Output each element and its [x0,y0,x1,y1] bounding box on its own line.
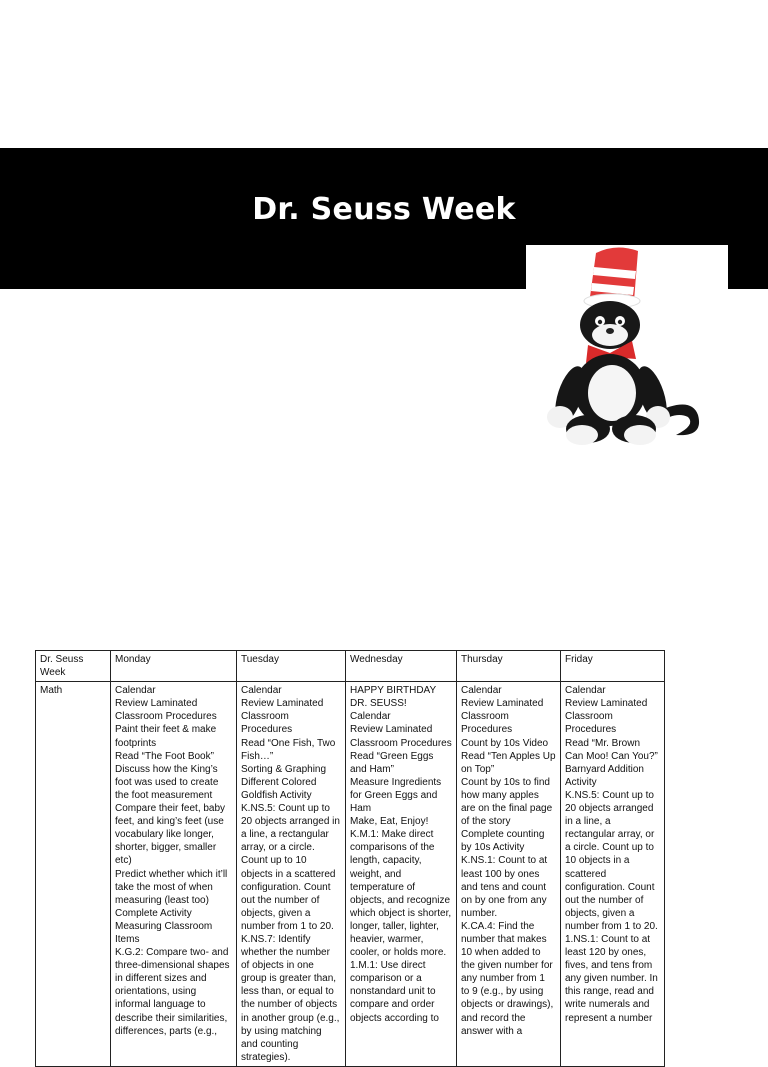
header-monday: Monday [111,651,237,682]
monday-cell: Calendar Review Laminated Classroom Procedures Paint their feet & make footprints Read “The Foot Book” Discuss how the King’s foot was used to create the foot measurement Compare their feet, baby feet, and king’s feet (use vocabulary like longer, shorter, bigger, smaller etc) Predict whether which it’ll take the most of when measuring (least too) Complete Activity Measuring Classroom Items K.G.2: Compare two- and three-dimensional shapes in different sizes and orientations, using informal language to describe their similarities, differences, parts (e.g., [111,682,237,1067]
wednesday-cell: HAPPY BIRTHDAY DR. SEUSS! Calendar Review Laminated Classroom Procedures Read “Green Eggs and Ham” Measure Ingredients for Green Eggs and Ham Make, Eat, Enjoy! K.M.1: Make direct comparisons of the length, capacity, weight, and temperature of objects, and recognize which object is shorter, longer, taller, lighter, heavier, warmer, cooler, or holds more. 1.M.1: Use direct comparison or a nonstandard unit to compare and order objects according to [346,682,457,1067]
header-thursday: Thursday [457,651,561,682]
friday-cell: Calendar Review Laminated Classroom Procedures Read “Mr. Brown Can Moo! Can You?” Barnyard Addition Activity K.NS.5: Count up to 20 objects arranged in a line, a rectangular array, or a circle. Count up to 10 objects in a scattered configuration. Count out the number of objects, given a number from 1 to 20. 1.NS.1: Count to at least 120 by ones, fives, and tens from any given number. In this range, read and write numerals and represent a number [561,682,665,1067]
header-tuesday: Tuesday [237,651,346,682]
table-header-row [36,651,665,682]
header-friday: Friday [561,651,665,682]
header-wednesday: Wednesday [346,651,457,682]
header-week: Dr. Seuss Week [36,651,111,682]
page-title: Dr. Seuss Week [252,192,516,227]
table-row [36,682,665,1067]
thursday-cell: Calendar Review Laminated Classroom Procedures Count by 10s Video Read “Ten Apples Up on Top” Count by 10s to find how many apples are on the final page of the story Complete counting by 10s Activity K.NS.1: Count to at least 100 by ones and tens and count on by one from any number. K.CA.4: Find the number that makes 10 when added to the given number for any number from 1 to 9 (e.g., by using objects or drawings), and record the answer with a [457,682,561,1067]
cat-in-the-hat-icon [526,245,728,450]
row-subject: Math [36,682,111,1067]
tuesday-cell: Calendar Review Laminated Classroom Procedures Read “One Fish, Two Fish…” Sorting & Graphing Different Colored Goldfish Activity K.NS.5: Count up to 20 objects arranged in a line, a rectangular array, or a circle. Count up to 10 objects in a scattered configuration. Count out the number of objects, given a number from 1 to 20. K.NS.7: Identify whether the number of objects in one group is greater than, less than, or equal to the number of objects in another group (e.g., by using matching and counting strategies). [237,682,346,1067]
weekly-schedule-table [35,650,665,1067]
cat-in-the-hat-image [526,245,728,450]
